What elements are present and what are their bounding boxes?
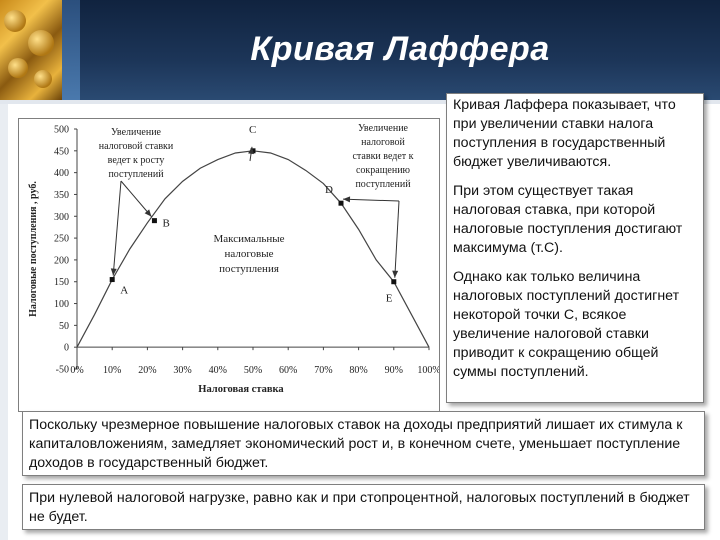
slide-title: Кривая Лаффера	[250, 30, 550, 68]
arrow-to-d	[343, 199, 399, 201]
annotation-right-line: поступлений	[355, 179, 411, 190]
explanation-box	[446, 93, 704, 403]
arrow-to-d-head	[343, 196, 350, 202]
y-tick-label: 150	[54, 277, 69, 289]
x-tick-label: 30%	[173, 365, 192, 376]
x-tick-label: 50%	[243, 365, 263, 376]
x-axis	[70, 347, 439, 376]
zero-tax-note-text: При нулевой налоговой нагрузке, равно как и при стопроцентной, налоговых поступлений в бюджет не будет.	[29, 490, 690, 525]
left-margin-band	[0, 104, 8, 540]
annotation-left-line: Увеличение	[110, 127, 162, 138]
annotation-center-line: Максимальные	[213, 233, 285, 245]
point-marker-d	[339, 201, 344, 206]
y-tick-label: 250	[54, 233, 69, 245]
annotation-right-line: ставки ведет к	[352, 151, 414, 162]
investment-note-text: Поскольку чрезмерное повышение налоговых ставок на доходы предприятий лишает их стимула к капиталовложениям, замедляет экономический рост и, в конечном счете, уменьшает поступление доходов в государственный бюджет.	[29, 417, 683, 471]
annotation-left-line: налоговой ставки	[98, 141, 174, 152]
y-tick-label: 50	[59, 320, 69, 332]
point-label-e: E	[385, 292, 393, 305]
point-label-c: C	[249, 123, 257, 136]
x-tick-label: 90%	[384, 365, 403, 376]
investment-note-box	[22, 411, 705, 476]
y-tick-label: 300	[54, 211, 69, 223]
y-tick-label: 400	[54, 168, 69, 180]
y-tick-label: -50	[55, 364, 69, 376]
y-tick-label: 200	[54, 255, 69, 267]
arrow-to-e	[395, 201, 399, 278]
annotation-right-line: сокращению	[355, 165, 411, 176]
annotation-center-line: поступления	[219, 263, 279, 275]
x-tick-label: 20%	[138, 365, 157, 376]
x-tick-label: 0%	[70, 365, 84, 376]
x-tick-label: 100%	[417, 365, 439, 376]
zero-tax-note-box	[22, 484, 705, 530]
laffer-chart-svg	[19, 119, 439, 411]
point-label-b: B	[162, 217, 170, 230]
x-tick-label: 40%	[208, 365, 227, 376]
y-axis-title: Налоговые поступления , руб.	[28, 181, 39, 317]
point-marker-e	[391, 279, 396, 284]
explanation-paragraph-1: Кривая Лаффера показывает, что при увеличении ставки налога поступления в государственный бюджет увеличиваются.	[453, 97, 676, 170]
slide-header	[0, 0, 720, 100]
annotation-left-line: поступлений	[108, 169, 164, 180]
point-label-d: D	[325, 184, 333, 197]
explanation-paragraph-2: При этом существует такая налоговая ставка, при которой налоговые поступления достигают максимума (т.С).	[453, 183, 683, 256]
x-tick-label: 70%	[314, 365, 333, 376]
x-tick-label: 10%	[103, 365, 122, 376]
gold-bars-image	[0, 0, 62, 100]
x-tick-label: 60%	[279, 365, 298, 376]
y-tick-label: 350	[54, 189, 69, 201]
chart-annotations	[99, 123, 414, 278]
y-tick-label: 0	[64, 342, 69, 354]
point-marker-b	[152, 218, 157, 223]
x-axis-title: Налоговая ставка	[198, 384, 284, 395]
x-tick-label: 80%	[349, 365, 368, 376]
arrow-to-e-head	[392, 271, 398, 278]
annotation-center-line: налоговые	[224, 248, 274, 260]
y-tick-label: 500	[54, 124, 69, 136]
explanation-paragraph-3: Однако как только величина налоговых поступлений достигнет некоторой точки С, всякое увеличение налоговой ставки приводит к сокращению общей суммы поступлений.	[453, 269, 680, 380]
header-accent-stripe	[62, 0, 80, 100]
annotation-left-line: ведет к росту	[107, 155, 165, 166]
arrow-to-a	[113, 181, 121, 276]
y-tick-label: 450	[54, 146, 69, 158]
laffer-chart	[18, 118, 440, 412]
y-tick-label: 100	[54, 299, 69, 311]
arrow-to-b	[121, 181, 151, 217]
point-marker-a	[110, 277, 115, 282]
annotation-right-line: Увеличение	[357, 123, 409, 134]
annotation-right-line: налоговой	[361, 137, 405, 148]
point-label-a: A	[120, 284, 129, 297]
y-axis	[54, 125, 77, 376]
